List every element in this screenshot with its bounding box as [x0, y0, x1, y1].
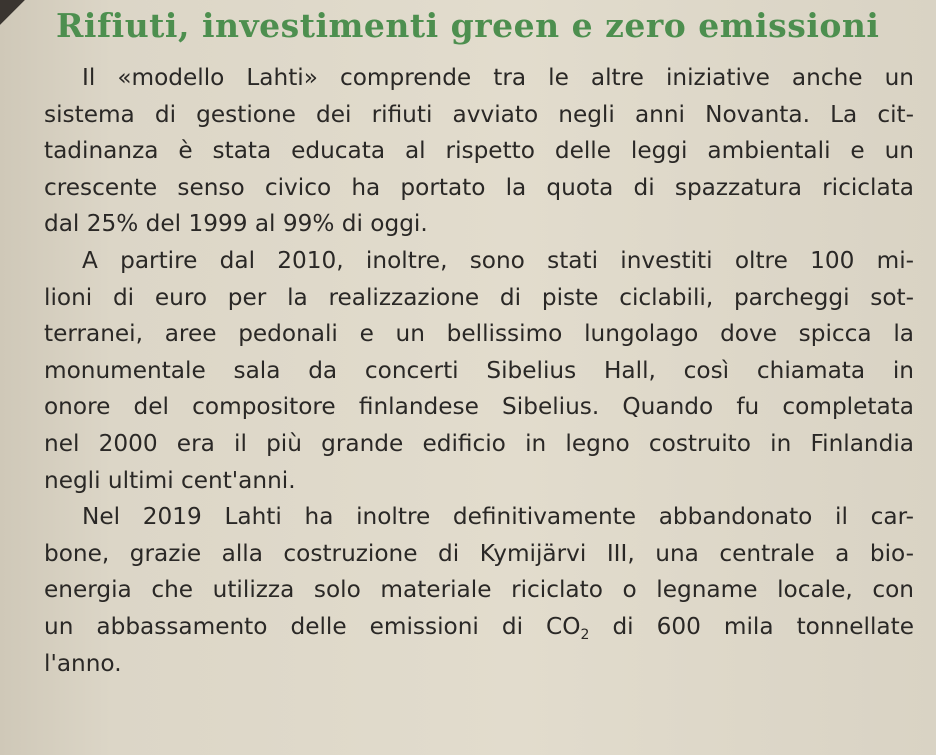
article-body: [44, 60, 914, 682]
text-line: lioni di euro per la realizzazione di piste ciclabili, parcheggi sot-: [44, 283, 914, 311]
co2-text-line: [44, 609, 914, 646]
text-line: nel 2000 era il più grande edificio in legno costruito in Finlandia: [44, 429, 914, 457]
text-line: dal 25% del 1999 al 99% di oggi.: [44, 210, 428, 238]
text-line: sistema di gestione dei rifiuti avviato negli anni Novanta. La cit-: [44, 100, 914, 128]
page-shadow: [0, 0, 40, 30]
text-line: negli ultimi cent'anni.: [44, 466, 296, 494]
article-title: Rifiuti, investimenti green e zero emissioni: [56, 6, 880, 45]
text-line: tadinanza è stata educata al rispetto delle leggi ambientali e un: [44, 137, 914, 165]
text-line: l'anno.: [44, 649, 122, 677]
co2-subscript: 2: [580, 626, 590, 643]
text-line: Nel 2019 Lahti ha inoltre definitivamente abbandonato il car-: [82, 503, 914, 531]
text-line: onore del compositore finlandese Sibelius. Quando fu completata: [44, 393, 914, 421]
text-line: bone, grazie alla costruzione di Kymijärvi III, una centrale a bio-: [44, 539, 914, 567]
text-line: terranei, aree pedonali e un bellissimo lungolago dove spicca la: [44, 320, 914, 348]
co2-line-after: di 600 mila tonnellate: [589, 612, 914, 640]
text-line: A partire dal 2010, inoltre, sono stati investiti oltre 100 mi-: [82, 246, 914, 274]
text-line: crescente senso civico ha portato la quota di spazzatura riciclata: [44, 173, 914, 201]
co2-line-before: un abbassamento delle emissioni di CO: [44, 612, 581, 640]
text-line: energia che utilizza solo materiale riciclato o legname locale, con: [44, 576, 914, 604]
text-line: Il «modello Lahti» comprende tra le altre iniziative anche un: [82, 64, 914, 91]
text-line: monumentale sala da concerti Sibelius Hall, così chiamata in: [44, 356, 914, 384]
